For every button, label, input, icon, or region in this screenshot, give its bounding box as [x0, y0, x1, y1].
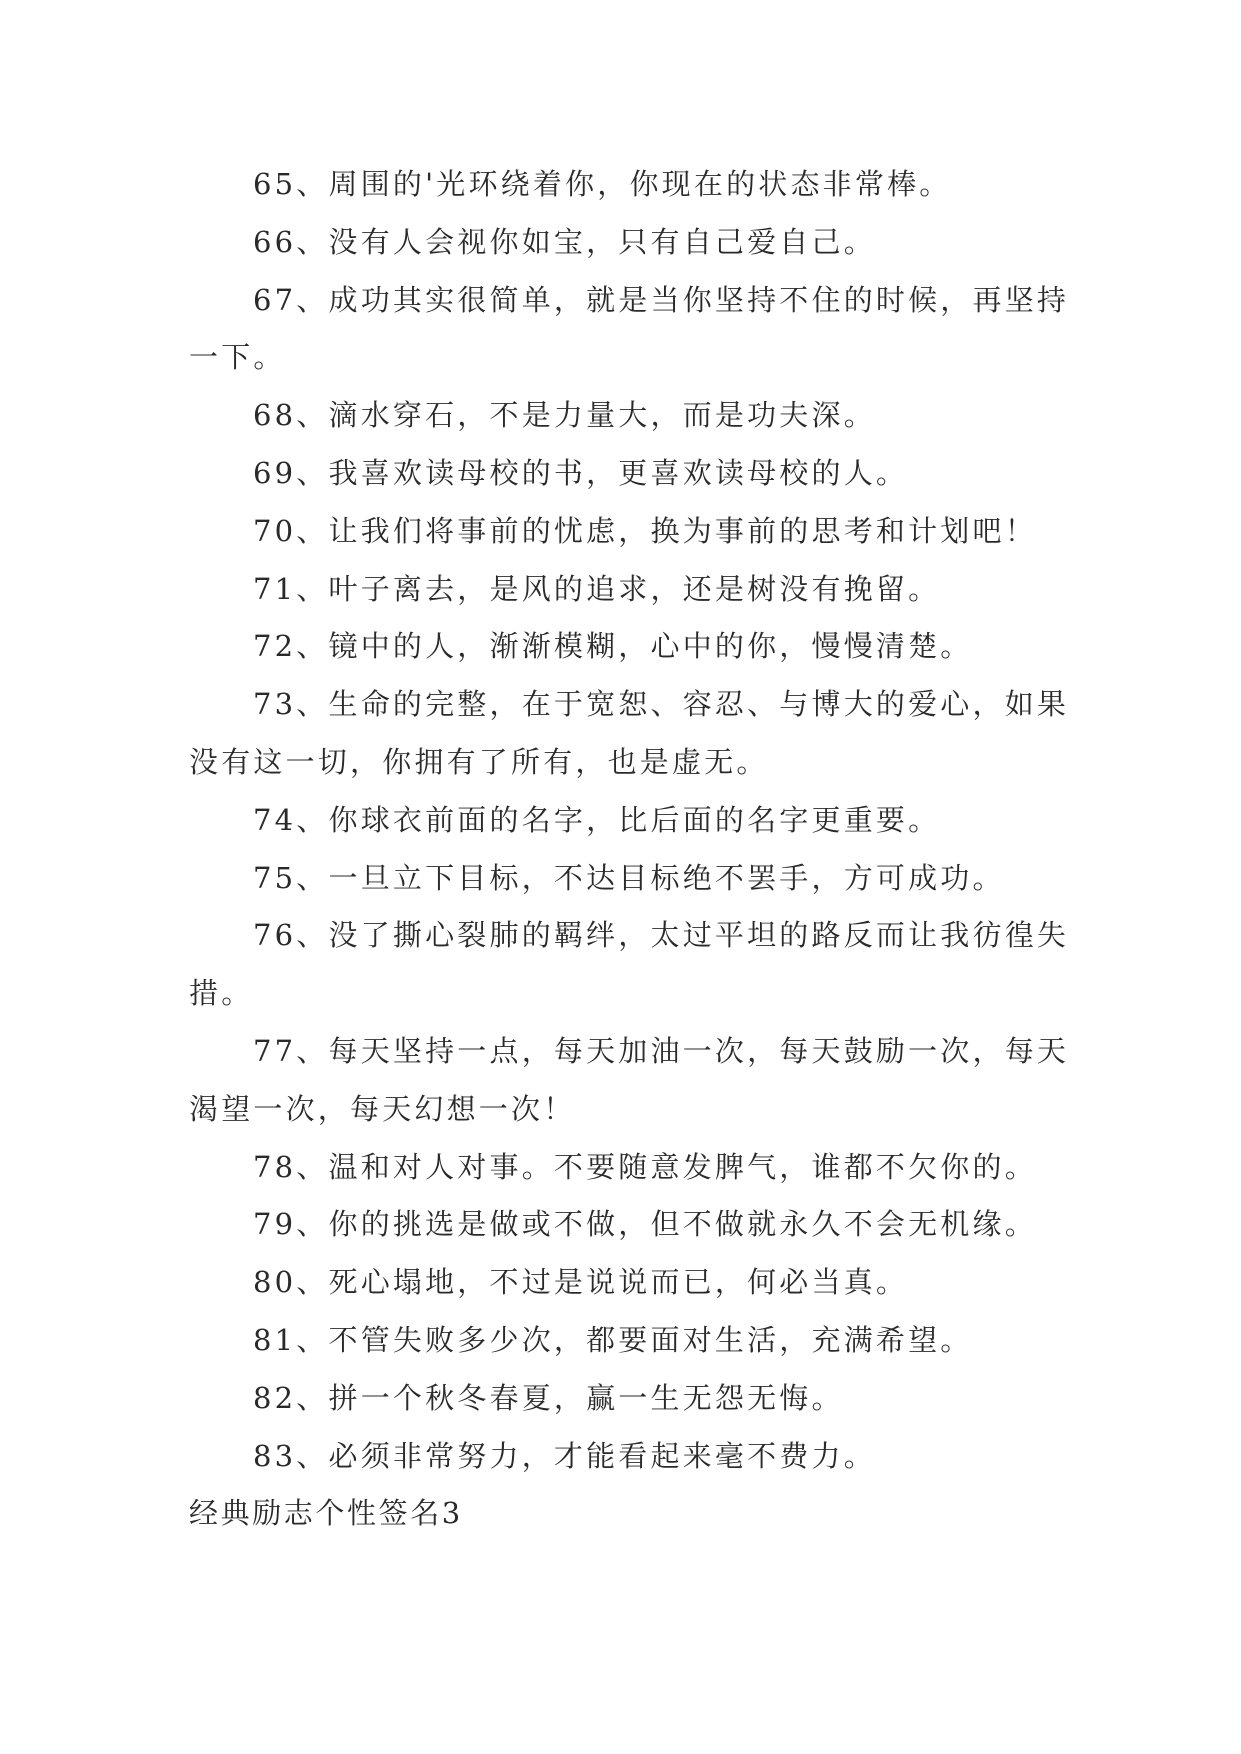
quote-81: 81、不管失败多少次，都要面对生活，充满希望。	[253, 1322, 973, 1357]
quote-82: 82、拼一个秋冬春夏，赢一生无怨无悔。	[253, 1380, 844, 1415]
quote-77: 77、每天坚持一点，每天加油一次，每天鼓励一次，每天渴望一次，每天幻想一次！	[189, 1033, 1070, 1126]
quote-73: 73、生命的完整，在于宽恕、容忍、与博大的爱心，如果没有这一切，你拥有了所有，也是虚无。	[189, 687, 1070, 779]
quote-68: 68、滴水穿石，不是力量大，而是功夫深。	[253, 398, 876, 433]
quote-65: 65、周围的'光环绕着你，你现在的状态非常棒。	[253, 167, 952, 201]
quote-76: 76、没了撕心裂肺的羁绊，太过平坦的路反而让我彷徨失措。	[189, 918, 1070, 1011]
quote-80: 80、死心塌地，不过是说说而已，何必当真。	[253, 1265, 909, 1300]
document-body	[189, 156, 1079, 1543]
quote-72: 72、镜中的人，渐渐模糊，心中的你，慢慢清楚。	[253, 629, 973, 664]
quote-74: 74、你球衣前面的名字，比后面的名字更重要。	[253, 802, 941, 837]
quote-75: 75、一旦立下目标，不达目标绝不罢手，方可成功。	[253, 860, 1005, 895]
quote-67: 67、成功其实很简单，就是当你坚持不住的时候，再坚持一下。	[189, 282, 1070, 375]
section-heading: 经典励志个性签名3	[189, 1496, 463, 1531]
quote-70: 70、让我们将事前的忧虑，换为事前的思考和计划吧！	[253, 513, 1037, 548]
quote-71: 71、叶子离去，是风的追求，还是树没有挽留。	[253, 571, 941, 606]
quote-78: 78、温和对人对事。不要随意发脾气，谁都不欠你的。	[253, 1149, 1037, 1184]
quote-66: 66、没有人会视你如宝，只有自己爱自己。	[253, 224, 876, 259]
quote-69: 69、我喜欢读母校的书，更喜欢读母校的人。	[253, 455, 909, 490]
quote-83: 83、必须非常努力，才能看起来毫不费力。	[253, 1438, 876, 1473]
quote-79: 79、你的挑选是做或不做，但不做就永久不会无机缘。	[253, 1207, 1037, 1242]
